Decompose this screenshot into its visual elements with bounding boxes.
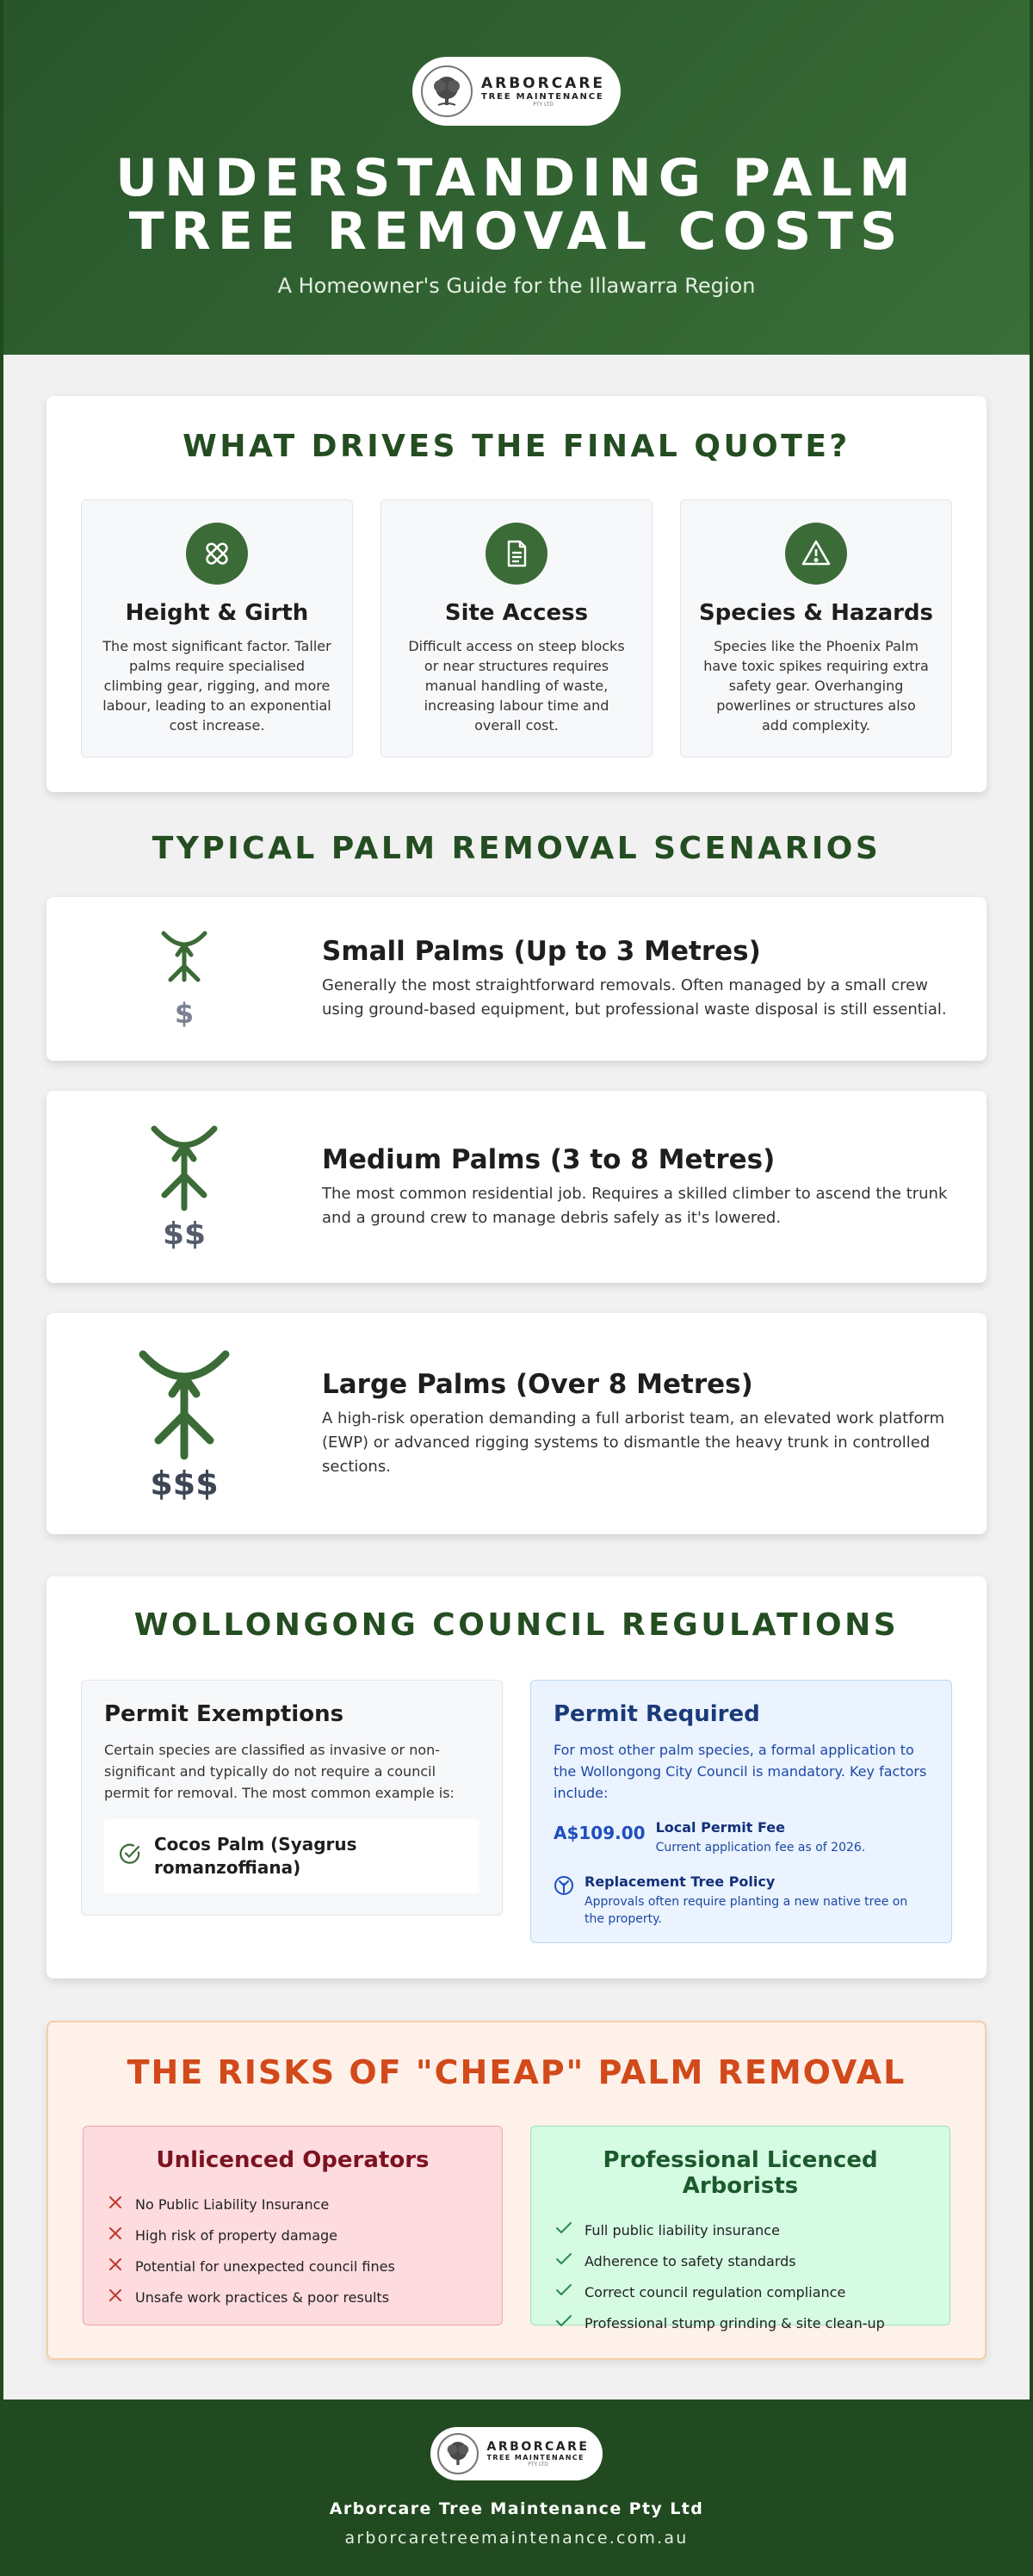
driver-card-height — [81, 499, 353, 758]
brand-suffix: PTY LTD — [533, 102, 554, 108]
permit-exemptions-panel — [81, 1680, 503, 1916]
x-icon — [108, 2226, 123, 2245]
list-item: Professional stump grinding & site clean-up — [552, 2307, 929, 2338]
licenced-arborists-panel — [530, 2126, 950, 2331]
scenario-card-large — [46, 1313, 987, 1534]
scenarios-title: TYPICAL PALM REMOVAL SCENARIOS — [152, 831, 881, 866]
panel-title: Unlicenced Operators — [156, 2147, 430, 2173]
ruler-cross-icon — [186, 523, 248, 585]
check-circle-icon — [118, 1842, 142, 1872]
section-title: WOLLONGONG COUNCIL REGULATIONS — [133, 1607, 900, 1643]
x-icon — [108, 2288, 123, 2307]
scenario-title: Small Palms (Up to 3 Metres) — [322, 936, 761, 967]
footer-website-link[interactable]: arborcaretreemaintenance.com.au — [344, 2529, 689, 2548]
scenario-text: The most common residential job. Requires a skilled climber to ascend the trunk and a ground crew to manage debris safely as it's lowered. — [322, 1184, 948, 1227]
seedling-circle-icon — [554, 1873, 574, 1899]
price-indicator: $ — [174, 997, 195, 1030]
tree-logo-icon — [437, 2433, 479, 2474]
list-item: Full public liability insurance — [552, 2214, 929, 2245]
scenario-text: A high-risk operation demanding a full arborist team, an elevated work platform (EWP) or advanced rigging systems to dismantle the heavy trunk in controlled sections. — [322, 1409, 945, 1476]
x-icon — [108, 2257, 123, 2276]
driver-text: The most significant factor. Taller palms require specialised climbing gear, rigging, and more labour, leading to an exponential cost increase. — [102, 638, 331, 734]
check-icon — [555, 2282, 572, 2301]
panel-title: Permit Required — [554, 1701, 760, 1727]
list-item: Potential for unexpected council fines — [104, 2251, 481, 2282]
brand-tagline: TREE MAINTENANCE — [480, 92, 604, 102]
panel-text: Certain species are classified as invasive or non-significant and typically do not require a council permit for removal. The most common example is: — [104, 1742, 455, 1801]
replacement-policy-row — [554, 1873, 929, 1928]
driver-text: Species like the Phoenix Palm have toxic spikes requiring extra safety gear. Overhanging powerlines or structures also add complexity. — [703, 638, 929, 734]
permit-fee-label: Local Permit Fee — [655, 1819, 785, 1836]
hero-header — [3, 0, 1030, 355]
scenario-title: Large Palms (Over 8 Metres) — [322, 1368, 753, 1400]
section-title: THE RISKS OF "CHEAP" PALM REMOVAL — [127, 2053, 906, 2091]
council-regulations-section — [46, 1576, 987, 1978]
page-footer — [3, 2400, 1030, 2576]
quote-drivers-section — [46, 396, 987, 792]
brand-tagline: TREE MAINTENANCE — [486, 2454, 585, 2461]
list-item: Adherence to safety standards — [552, 2245, 929, 2276]
scenario-card-medium — [46, 1091, 987, 1283]
page-title: UNDERSTANDING PALM TREE REMOVAL COSTS — [115, 148, 918, 262]
permit-fee-note: Current application fee as of 2026. — [655, 1841, 866, 1855]
warning-icon — [785, 523, 847, 585]
panel-title: Permit Exemptions — [104, 1701, 344, 1727]
driver-card-access — [380, 499, 653, 758]
check-icon — [555, 2220, 572, 2239]
palm-tree-icon — [134, 1346, 234, 1464]
price-indicator: $$ — [162, 1217, 207, 1252]
brand-logo — [412, 57, 621, 126]
document-icon — [486, 523, 547, 585]
list-item: Unsafe work practices & poor results — [104, 2282, 481, 2313]
price-indicator: $$$ — [150, 1464, 219, 1502]
exempt-species-name: Cocos Palm (Syagrus romanzoffiana) — [154, 1834, 357, 1878]
driver-card-species — [680, 499, 952, 758]
scenario-title: Medium Palms (3 to 8 Metres) — [322, 1143, 776, 1175]
permit-fee-amount: A$109.00 — [554, 1823, 646, 1843]
brand-name: ARBORCARE — [480, 75, 606, 92]
check-icon — [555, 2313, 572, 2332]
check-icon — [555, 2251, 572, 2270]
list-item: No Public Liability Insurance — [104, 2189, 481, 2220]
driver-title: Species & Hazards — [698, 600, 934, 626]
scenario-text: Generally the most straightforward removals. Often managed by a small crew using ground-based equipment, but professional waste disposal is still essential. — [322, 976, 947, 1019]
page-subtitle: A Homeowner's Guide for the Illawarra Region — [277, 274, 756, 298]
exempt-species-example — [104, 1819, 479, 1893]
driver-title: Height & Girth — [125, 600, 309, 626]
policy-label: Replacement Tree Policy — [585, 1873, 776, 1890]
palm-tree-icon — [145, 1122, 223, 1215]
permit-fee-row — [554, 1819, 929, 1856]
scenario-card-small — [46, 897, 987, 1061]
section-title: WHAT DRIVES THE FINAL QUOTE? — [182, 429, 851, 464]
policy-note: Approvals often require planting a new native tree on the property. — [585, 1895, 908, 1926]
driver-title: Site Access — [444, 600, 589, 626]
list-item: Correct council regulation compliance — [552, 2276, 929, 2307]
footer-company-name: Arborcare Tree Maintenance Pty Ltd — [329, 2499, 704, 2518]
permit-required-panel — [530, 1680, 952, 1943]
unlicenced-operators-panel — [83, 2126, 503, 2325]
risks-section — [46, 2021, 987, 2360]
driver-text: Difficult access on steep blocks or near structures requires manual handling of waste, increasing labour time and overall cost. — [408, 638, 625, 734]
list-item: High risk of property damage — [104, 2220, 481, 2251]
palm-tree-icon — [157, 928, 212, 995]
tree-logo-icon — [421, 65, 473, 117]
footer-brand-logo — [430, 2427, 603, 2480]
x-icon — [108, 2195, 123, 2214]
panel-title: Professional Licenced Arborists — [603, 2147, 878, 2199]
brand-suffix: PTY LTD — [528, 2461, 548, 2468]
brand-name: ARBORCARE — [486, 2440, 590, 2454]
panel-text: For most other palm species, a formal application to the Wollongong City Council is mandatory. Key factors include: — [554, 1742, 927, 1801]
